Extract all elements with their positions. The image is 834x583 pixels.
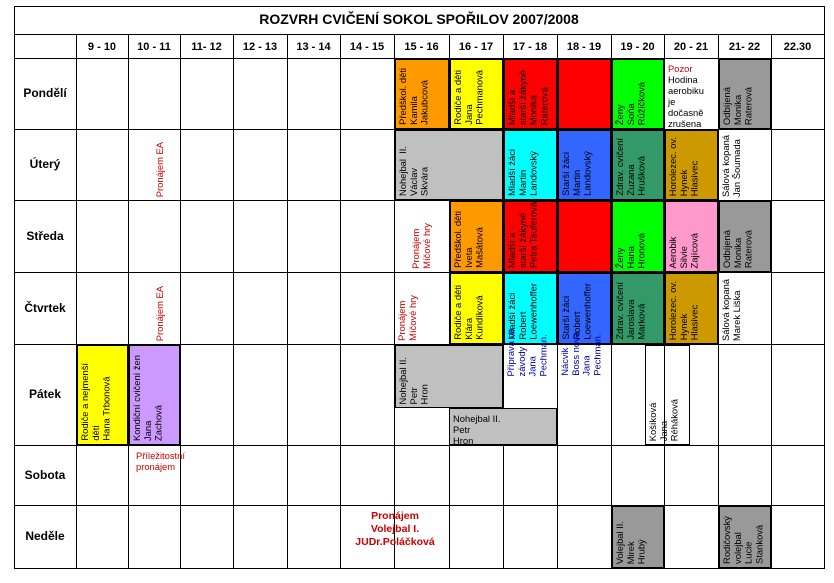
hour-header: 11- 12: [191, 41, 222, 53]
hour-header: 12 - 13: [242, 41, 278, 53]
block-text: Pronájem EA: [154, 285, 165, 341]
block-text: Pronájem Volejbal I. JUDr.Poláčková: [355, 510, 435, 548]
day-label: Sobota: [24, 468, 66, 482]
column-line: [233, 34, 234, 568]
schedule-block: [558, 201, 611, 272]
block-text: Nohejbal II. Petr Hron: [453, 413, 501, 446]
block-text: Předškol. děti Kamila Jakubcová: [397, 68, 430, 125]
column-line: [128, 34, 129, 568]
hour-header: 13 - 14: [296, 41, 331, 53]
block-text: Pronájem Míčové hry: [396, 295, 418, 341]
schedule-block: [409, 201, 449, 272]
block-text: Příležitostní pronájem: [136, 450, 185, 472]
block-text: Nohejbal II. Václav Skvára: [397, 145, 430, 196]
block-text: Rodiče a děti Klára Kundíková: [452, 285, 485, 340]
block-text: Kondiční cvičení žen Jana Zachová: [131, 355, 164, 441]
schedule-block: [133, 446, 185, 505]
schedule-block: [77, 345, 128, 445]
hour-header: 18 - 19: [566, 41, 602, 53]
block-text: Starší žáci Martin Landovský: [560, 151, 593, 196]
block-text: Pronájem EA: [154, 141, 165, 197]
hour-header: 9 - 10: [87, 41, 117, 53]
hour-header: 22.30: [783, 41, 812, 53]
block-text: Košíková Jana Réháková: [647, 398, 680, 441]
block-text: Starší žáci Robert Loewenhoffer: [560, 283, 593, 340]
schedule-block: [665, 273, 718, 344]
block-text: Aerobik Silvie Zajícová: [667, 232, 700, 268]
block-text: Sálová kopaná Marek Liška: [720, 278, 742, 341]
block-text: Horolezec. ov. Hynek Hlasivec: [667, 280, 700, 340]
frame-top: [14, 6, 825, 7]
schedule-block: [395, 273, 449, 344]
hour-header: 17 - 18: [512, 41, 548, 53]
schedule-block: [558, 332, 611, 379]
block-text: Pozor Hodina aerobiku je dočasně zrušena: [668, 63, 704, 129]
schedule-block: [612, 130, 664, 200]
day-label: Neděle: [25, 529, 65, 543]
schedule-block: [341, 506, 449, 568]
schedule-title: ROZVRH CVIČENÍ SOKOL SPOŘILOV 2007/2008: [259, 11, 579, 27]
schedule-block: [449, 408, 557, 445]
schedule-block: [719, 273, 771, 344]
hour-header: 19 - 20: [620, 41, 655, 53]
schedule-block: [450, 59, 503, 129]
block-text: Pronájem Míčové hry: [410, 223, 432, 269]
column-line: [771, 34, 772, 568]
block-text: Nohejbal II. Petr Hron: [397, 356, 430, 404]
block-text: Mladší a starší žákyně Monika Raterová: [506, 69, 550, 125]
day-label: Čtvrtek: [24, 301, 66, 315]
schedule-block: [719, 506, 771, 568]
schedule-block: [395, 130, 503, 200]
hour-header: 10 - 11: [137, 41, 171, 53]
schedule-block: [612, 59, 664, 129]
schedule-block: [450, 273, 503, 344]
schedule-block: [153, 273, 180, 344]
schedule-block: [153, 130, 180, 200]
schedule-block: [665, 201, 718, 272]
schedule-block: [612, 201, 664, 272]
block-text: Nácvik Boss nova Jana Pechman.: [559, 332, 603, 376]
day-label: Úterý: [29, 157, 61, 171]
schedule-block: [504, 201, 557, 272]
block-text: Rodiče a nejmenší děti Hana Trbonová: [79, 363, 112, 441]
schedule-block: [504, 59, 557, 129]
frame-bottom: [14, 568, 825, 569]
schedule-block: [504, 130, 557, 200]
schedule-block: [395, 345, 503, 408]
schedule-block: [612, 273, 664, 344]
schedule-block: [558, 59, 611, 129]
hour-header: 16 - 17: [458, 41, 494, 53]
block-text: Mladší a starší žákyně Petra Tauferová: [506, 201, 539, 268]
block-text: Zdrav. cvičení Zuzana Hrušková: [614, 138, 647, 196]
block-text: Horolezec. ov. Hynek Hlasivec: [667, 136, 700, 196]
frame-right: [824, 6, 825, 569]
block-text: Mladší žáci Martin Landovský: [506, 149, 539, 196]
block-text: Mladší žáci Robert Loewenhoffer: [506, 283, 539, 340]
block-text: Odbíjená Monika Raterová: [721, 229, 754, 268]
block-text: Příprava na závody Jana Pechman.: [505, 327, 549, 376]
header-top-line: [14, 34, 825, 35]
hour-header: 14 - 15: [349, 41, 385, 53]
block-text: Předškol. děti Iveta Mašátová: [452, 211, 485, 268]
day-label: Středa: [26, 229, 64, 243]
column-line: [76, 34, 77, 568]
block-text: Sálová kopaná Jan Šoumada: [720, 134, 742, 197]
block-text: Ženy Soňa Růžičková: [614, 81, 647, 125]
schedule-block: [719, 201, 771, 272]
column-line: [180, 34, 181, 568]
schedule-block: [558, 130, 611, 200]
schedule-block: [450, 201, 503, 272]
day-label: Pondělí: [23, 86, 67, 100]
schedule-block: [719, 130, 771, 200]
day-label: Pátek: [28, 387, 62, 401]
schedule-block: [395, 59, 449, 129]
hour-header: 15 - 16: [404, 41, 439, 53]
block-text: Ženy Hana Hronová: [614, 232, 647, 268]
schedule-block: [665, 130, 718, 200]
block-text: Zdrav. cvičení Jaroslava Marková: [614, 282, 647, 340]
schedule-block: [612, 506, 664, 568]
block-text: Odbíjená Monika Raterová: [721, 86, 754, 125]
hour-header: 21- 22: [728, 41, 761, 53]
block-text: Volejbal II. Mirek Hrubý: [614, 520, 647, 564]
hour-header: 20 - 21: [673, 41, 709, 53]
schedule-block: [665, 59, 718, 129]
column-line: [287, 34, 288, 568]
schedule-block: [129, 345, 180, 445]
block-text: Rodiče a děti Jana Pechmanová: [452, 70, 485, 125]
schedule-block: [645, 345, 690, 445]
column-line: [340, 34, 341, 568]
block-text: Rodičovský volejbal Lucie Stanková: [721, 516, 765, 564]
schedule-block: [719, 59, 771, 129]
schedule-block: [504, 327, 557, 379]
